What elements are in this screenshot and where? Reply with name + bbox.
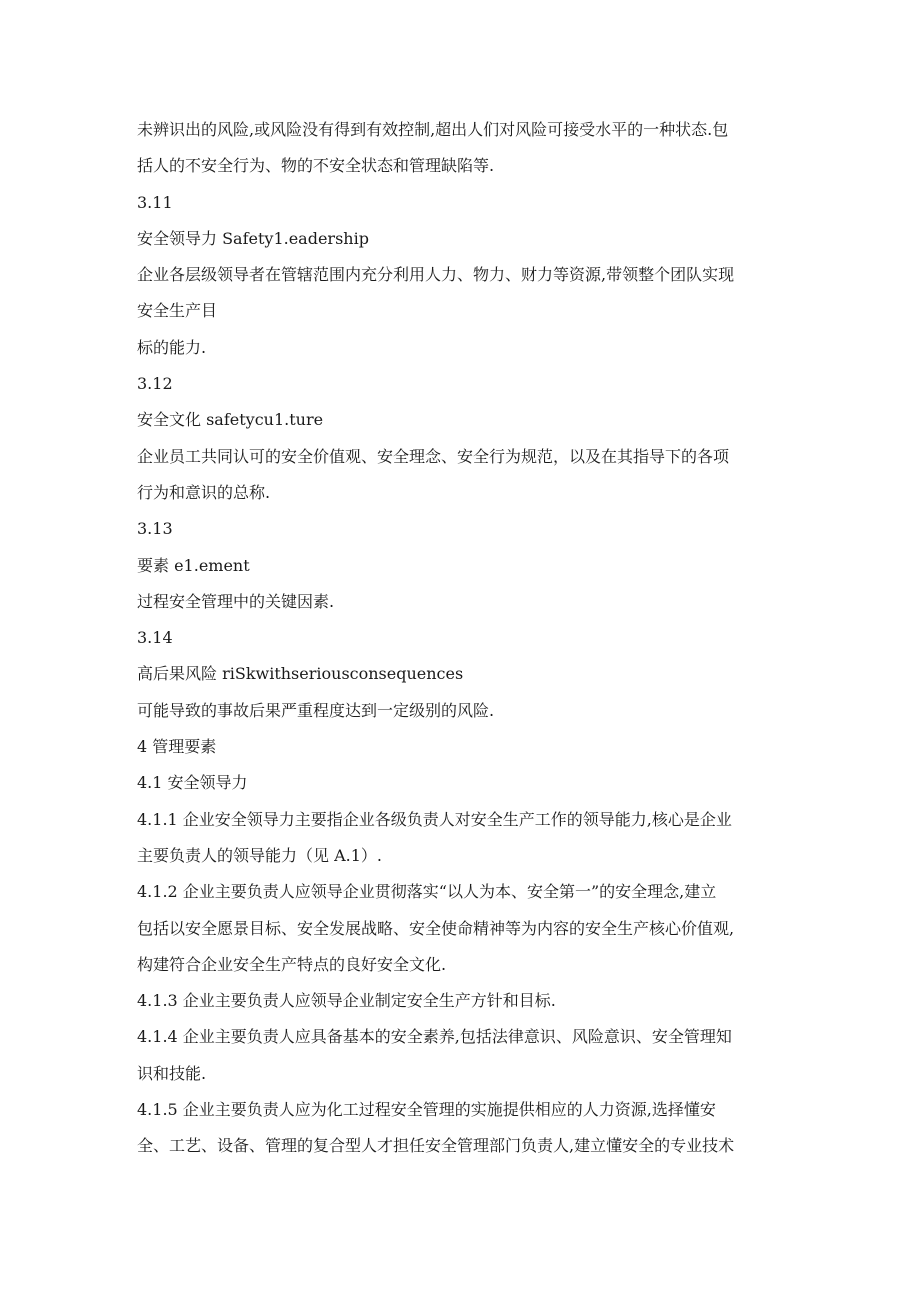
term-heading: 要素 e1.ement [137, 555, 250, 575]
text-line: 全、工艺、设备、管理的复合型人才担任安全管理部门负责人,建立懂安全的专业技术 [137, 1136, 735, 1156]
section-number: 3.13 [137, 519, 173, 539]
term-heading: 安全领导力 Safety1.eadership [137, 228, 369, 248]
section-number: 3.11 [137, 192, 173, 212]
text-line: 括人的不安全行为、物的不安全状态和管理缺陷等. [137, 156, 495, 176]
text-line: 构建符合企业安全生产特点的良好安全文化. [137, 954, 447, 974]
text-line: 主要负责人的领导能力（见 A.1）. [137, 845, 382, 865]
section-heading: 4.1 安全领导力 [137, 773, 248, 793]
text-line: 识和技能. [137, 1063, 207, 1083]
clause-line: 4.1.2 企业主要负责人应领导企业贯彻落实“以人为本、安全第一”的安全理念,建立 [137, 882, 717, 902]
section-number: 3.12 [137, 374, 173, 394]
clause-line: 4.1.1 企业安全领导力主要指企业各级负责人对安全生产工作的领导能力,核心是企业 [137, 809, 732, 829]
text-line: 可能导致的事故后果严重程度达到一定级别的风险. [137, 700, 495, 720]
text-line: 过程安全管理中的关键因素. [137, 591, 335, 611]
text-line: 企业员工共同认可的安全价值观、安全理念、安全行为规范，以及在其指导下的各项 [137, 446, 730, 466]
term-heading: 高后果风险 riSkwithseriousconsequences [137, 664, 464, 684]
text-line: 未辨识出的风险,或风险没有得到有效控制,超出人们对风险可接受水平的一种状态.包 [137, 120, 729, 139]
text-line: 行为和意识的总称. [137, 482, 271, 502]
text-line: 企业各层级领导者在管辖范围内充分利用人力、物力、财力等资源,带领整个团队实现 [137, 265, 735, 285]
clause-line: 4.1.5 企业主要负责人应为化工过程安全管理的实施提供相应的人力资源,选择懂安 [137, 1100, 716, 1120]
document-body [137, 112, 787, 1165]
text-line: 包括以安全愿景目标、安全发展战略、安全使命精神等为内容的安全生产核心价值观, [137, 918, 735, 938]
chapter-heading: 4 管理要素 [137, 737, 217, 757]
clause-line: 4.1.3 企业主要负责人应领导企业制定安全生产方针和目标. [137, 991, 556, 1011]
clause-line: 4.1.4 企业主要负责人应具备基本的安全素养,包括法律意识、风险意识、安全管理知 [137, 1027, 732, 1047]
text-line: 安全生产目 [137, 301, 218, 321]
text-line: 标的能力. [137, 337, 207, 357]
section-number: 3.14 [137, 628, 173, 648]
term-heading: 安全文化 safetycu1.ture [137, 410, 324, 430]
